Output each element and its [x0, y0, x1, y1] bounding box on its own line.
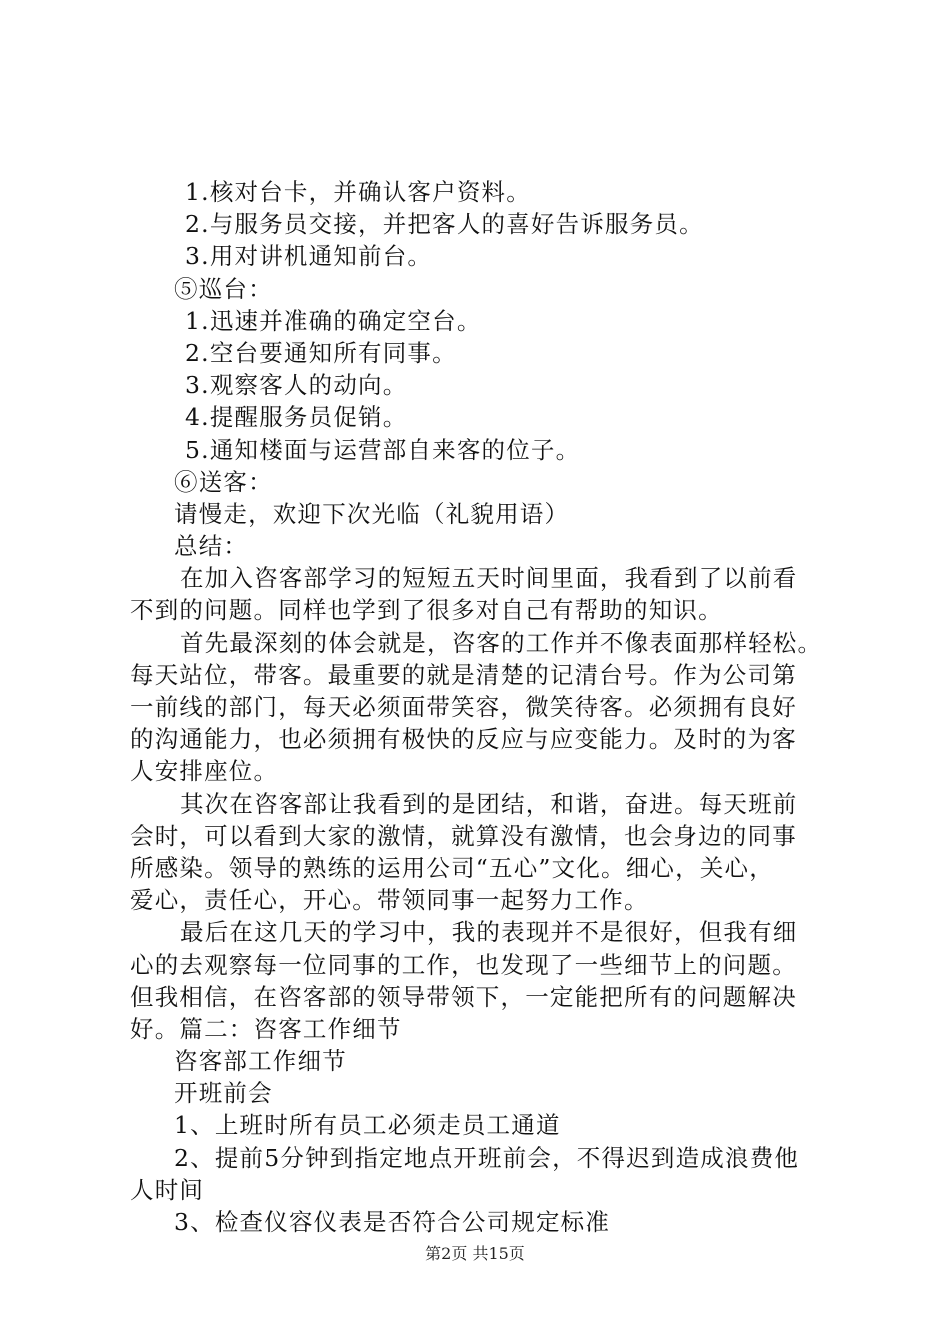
page-footer: 第2页 共15页 — [425, 1244, 525, 1263]
text-line: 3.用对讲机通知前台。 — [185, 242, 433, 271]
text-line: 心的去观察每一位同事的工作，也发现了一些细节上的问题。 — [130, 950, 797, 979]
text-line: 其次在咨客部让我看到的是团结，和谐，奋进。每天班前 — [180, 789, 798, 818]
text-line: 不到的问题。同样也学到了很多对自己有帮助的知识。 — [130, 596, 723, 625]
text-line: 在加入咨客部学习的短短五天时间里面，我看到了以前看 — [180, 564, 798, 593]
text-line: 好。篇二：咨客工作细节 — [130, 1014, 402, 1043]
text-line: 所感染。领导的熟练的运用公司“五心”文化。细心，关心， — [130, 853, 774, 882]
text-line: 人时间 — [130, 1175, 205, 1204]
text-line: ⑤巡台： — [174, 274, 273, 303]
text-line: 4.提醒服务员促销。 — [185, 403, 408, 432]
text-line: 的沟通能力，也必须拥有极快的反应与应变能力。及时的为客 — [130, 725, 797, 754]
text-line: 会时，可以看到大家的激情，就算没有激情，也会身边的同事 — [130, 821, 797, 850]
text-line: 2、提前5分钟到指定地点开班前会，不得迟到造成浪费他 — [174, 1143, 800, 1172]
text-line: 请慢走，欢迎下次光临（礼貌用语） — [174, 499, 570, 528]
document-body — [130, 176, 830, 1238]
text-line: 首先最深刻的体会就是，咨客的工作并不像表面那样轻松。 — [180, 628, 823, 657]
text-line: ⑥送客： — [174, 467, 273, 496]
text-line: 每天站位，带客。最重要的就是清楚的记清台号。作为公司第 — [130, 660, 797, 689]
text-line: 爱心，责任心，开心。带领同事一起努力工作。 — [130, 886, 649, 915]
text-line: 3.观察客人的动向。 — [185, 371, 408, 400]
text-line: 5.通知楼面与运营部自来客的位子。 — [185, 435, 581, 464]
text-line: 一前线的部门，每天必须面带笑容，微笑待客。必须拥有良好 — [130, 693, 797, 721]
text-line: 1、上班时所有员工必须走员工通道 — [174, 1111, 561, 1140]
text-line: 咨客部工作细节 — [174, 1047, 347, 1076]
text-line: 总结： — [174, 532, 249, 561]
text-line: 开班前会 — [174, 1079, 273, 1108]
text-line: 最后在这几天的学习中，我的表现并不是很好，但我有细 — [180, 918, 798, 947]
text-line: 2.与服务员交接，并把客人的喜好告诉服务员。 — [185, 210, 704, 239]
text-line: 1.核对台卡，并确认客户资料。 — [185, 178, 531, 206]
text-line: 但我相信，在咨客部的领导带领下，一定能把所有的问题解决 — [130, 982, 797, 1011]
text-line: 人安排座位。 — [130, 757, 279, 786]
text-line: 1.迅速并准确的确定空台。 — [185, 306, 482, 335]
text-line: 2.空台要通知所有同事。 — [185, 338, 457, 367]
text-line: 3、检查仪容仪表是否符合公司规定标准 — [174, 1208, 611, 1236]
